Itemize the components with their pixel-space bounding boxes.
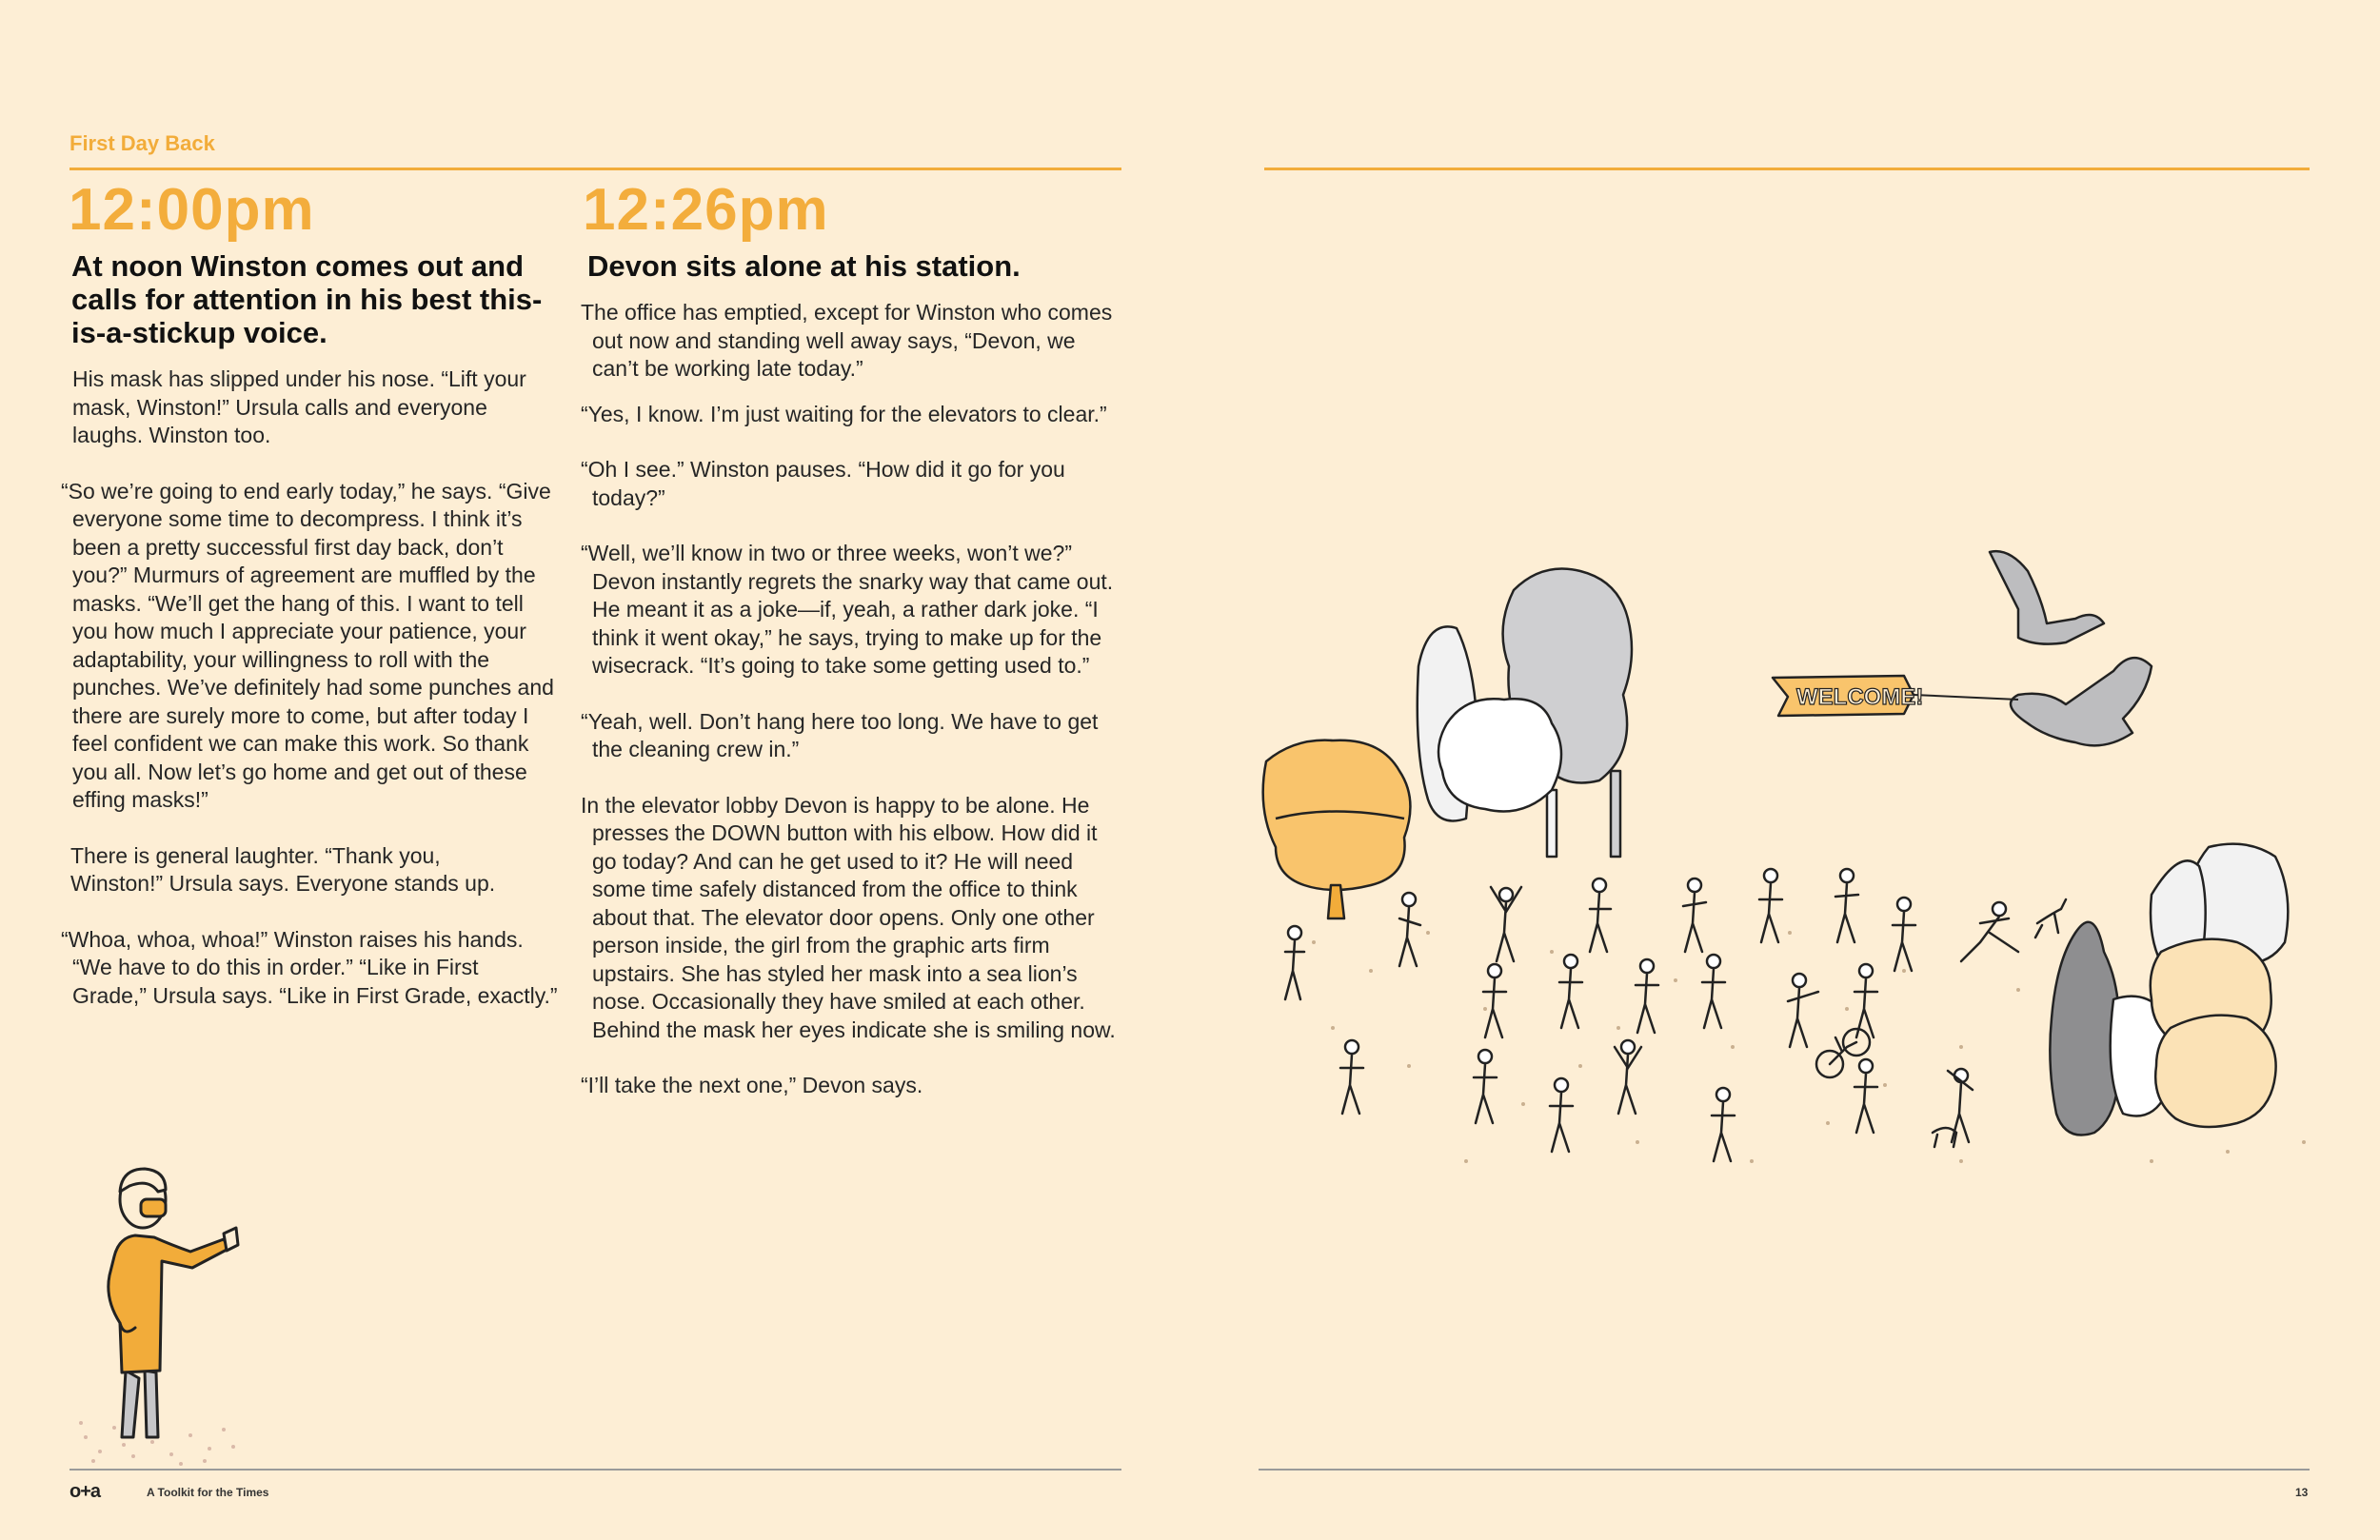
person-figure [1491, 887, 1521, 961]
header-rule-left [69, 168, 1121, 170]
person-figure [1590, 879, 1611, 952]
person-figure [1712, 1088, 1735, 1161]
person-figure [1702, 955, 1725, 1028]
person-figure [1961, 902, 2018, 961]
person-figure [1550, 1078, 1573, 1152]
paragraph: His mask has slipped under his nose. “Lift your mask, Winston!” Ursula calls and everyone laughs. Winston too. [72, 366, 526, 447]
person-figure [1483, 964, 1506, 1037]
time-heading-2: 12:26pm [583, 177, 829, 243]
person-figure [1474, 1050, 1497, 1123]
crowd-of-people [1285, 869, 2066, 1161]
subhead-2: Devon sits alone at his station. [587, 249, 1021, 283]
person-figure [1835, 869, 1858, 942]
time-heading-1: 12:00pm [69, 177, 315, 243]
paragraph: The office has emptied, except for Winston who comes out now and standing well away says, “Devon, we can’t be working late today.” [581, 300, 1113, 381]
paragraph: “Yes, I know. I’m just waiting for the elevators to clear.” [581, 401, 1107, 426]
dog [2035, 899, 2066, 938]
paragraph: “Oh I see.” Winston pauses. “How did it go for you today?” [581, 457, 1065, 510]
paragraph: “So we’re going to end early today,” he says. “Give everyone some time to decompress. I think it’s been a pretty successful first day back, don’t you?” Murmurs of agreement are muffled by the masks. “We’ll get the hang of this. I want to tell you how much I appreciate your patience, your adaptability, your willingness to roll with the punches. We’ve definitely had some punches and there are surely more to come, but after today I feel confident we can make this work. So thank you all. Now let’s go home and get out of these effing masks!” [61, 478, 554, 812]
seagulls [1990, 551, 2152, 745]
park-illustration [1238, 533, 2361, 1218]
paragraph: “I’ll take the next one,” Devon says. [581, 1073, 923, 1097]
person-figure [1636, 959, 1658, 1033]
person-figure [1340, 1040, 1363, 1114]
subhead-1: At noon Winston comes out and calls for attention in his best this-is-a-stickup voice. [71, 249, 543, 349]
welcome-banner [1773, 676, 2018, 716]
paragraph: There is general laughter. “Thank you, Winston!” Ursula says. Everyone stands up. [70, 842, 496, 896]
paragraph: In the elevator lobby Devon is happy to be alone. He presses the DOWN button with his elbow. How did it go today? And can he get used to it? He will need some time safely distanced from the office to think about that. The elevator door opens. Only one other person inside, the girl from the graphic arts firm upstairs. She has styled her mask into a sea lion’s nose. Occasionally they have smiled at each other. Behind the mask her eyes indicate she is smiling now. [581, 792, 1116, 1042]
winston-illustration [67, 1133, 286, 1475]
person-figure [1399, 893, 1420, 966]
welcome-banner-text: WELCOME! [1796, 684, 1924, 710]
section-label: First Day Back [69, 131, 215, 155]
person-figure [1759, 869, 1782, 942]
person-figure [1854, 964, 1877, 1037]
person-figure [1854, 1059, 1877, 1133]
person-figure [1559, 955, 1582, 1028]
tree-cluster-right [2050, 844, 2288, 1135]
paragraph: “Yeah, well. Don’t hang here too long. We have to get the cleaning crew in.” [581, 708, 1099, 761]
tree-cluster-left [1263, 569, 1632, 919]
person-figure [1788, 974, 1818, 1047]
person-figure [1615, 1040, 1641, 1114]
page-number: 13 [2295, 1486, 2309, 1499]
publisher-logo: o+a [69, 1481, 101, 1502]
person-figure [1683, 879, 1706, 952]
paragraph: “Well, we’ll know in two or three weeks, won’t we?” Devon instantly regrets the snarky way that came out. He meant it as a joke—if, yeah, a rather dark joke. “I think it went okay,” he says, trying to make up for the wisecrack. “It’s going to take some getting used to.” [581, 541, 1114, 678]
footer-rule-left [69, 1469, 1121, 1471]
column-1-body [61, 365, 556, 1037]
header-rule-right [1264, 168, 2310, 170]
person-figure [1948, 1069, 1973, 1142]
footer-rule-right [1259, 1469, 2310, 1471]
publication-title: A Toolkit for the Times [147, 1486, 269, 1499]
column-2-body [581, 299, 1123, 1128]
person-figure [1285, 926, 1304, 999]
winston-figure [109, 1169, 238, 1437]
person-figure [1893, 898, 1915, 971]
paragraph: “Whoa, whoa, whoa!” Winston raises his hands. “We have to do this in order.” “Like in First Grade,” Ursula says. “Like in First Grade, exactly.” [61, 926, 558, 1008]
